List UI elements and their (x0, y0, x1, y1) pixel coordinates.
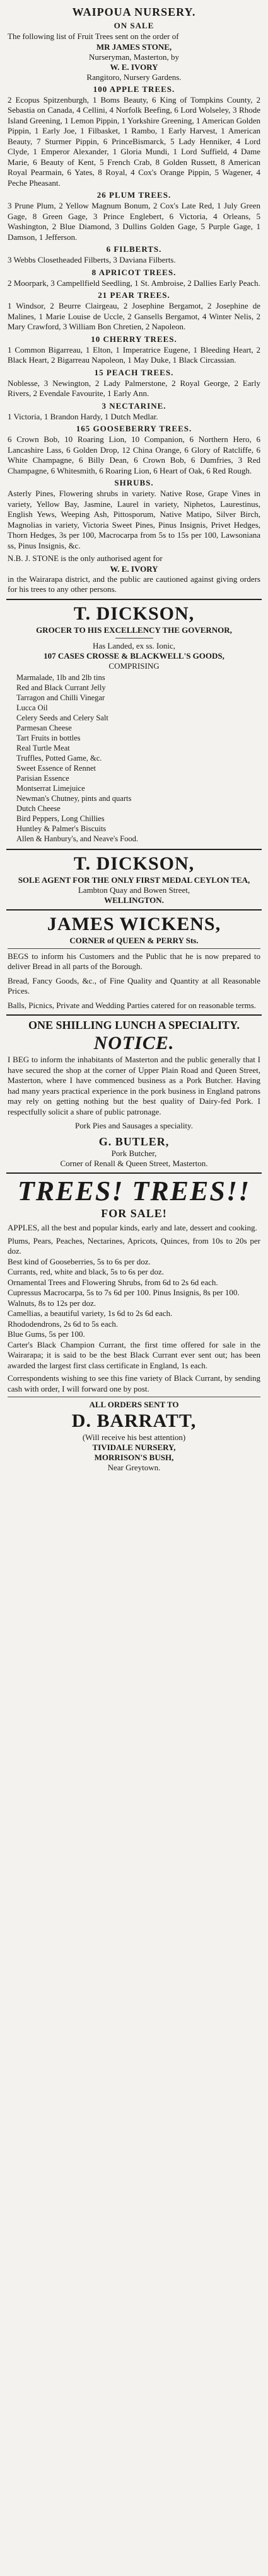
list-item: Lucca Oil (16, 703, 48, 712)
list-item: Parmesan Cheese (16, 723, 72, 732)
list-item: Truffles, Potted Game, &c. (16, 753, 102, 763)
ad-intro: APPLES, all the best and popular kinds, early and late, dessert and cooking. (8, 1223, 257, 1232)
list-item: Blue Gums, 5s per 100. (8, 1329, 85, 1339)
nectarine-list: 1 Victoria, 1 Brandon Hardy, 1 Dutch Medlar. (8, 411, 158, 421)
ad-body-goods: Bread, Fancy Goods, &c., of Fine Quality and Quantity at all Reasonable Prices. (8, 975, 260, 996)
shrubs-heading: SHRUBS. (114, 478, 154, 487)
pear-list: 1 Windsor, 2 Beurre Clairgeau, 2 Josephine Bergamot, 2 Josephine de Malines, 1 Marie Louise de Uccle, 2 Gansells Bergamot, 4 Winter Nelis, 2 Mary Crawford, 3 William Bon Chretien, 2 Napoleon. (8, 301, 260, 331)
gooseberry-heading: 165 GOOSEBERRY TREES. (76, 424, 192, 433)
apples-heading: 100 APPLE TREES. (93, 84, 175, 94)
agent-note: N.B. J. STONE is the only authorised agent for (8, 553, 163, 563)
list-item: Tarragon and Chilli Vinegar (16, 693, 105, 702)
nursery-near: Near Greytown. (107, 1463, 161, 1472)
wickens-baker-ad (6, 911, 262, 1016)
owner-name: MR JAMES STONE, (96, 42, 172, 52)
nursery-place: MORRISON'S BUSH, (94, 1453, 174, 1462)
list-item: Real Turtle Meat (16, 743, 70, 752)
shrubs-list: Asterly Pines, Flowering shrubs in variety. Native Rose, Grape Vines in variety, Yellow Bay, Jasmine, Laurel in variety, Niphetos, Laurestinus, English Yews, Weeping Ash, Pittosporum, Native Matipo, Silver Birch, Magnolias in variety, Victoria Sweet Pines, Pinus Insignis, Privet Hedges, Thorn Hedges, 3s per 100, Macrocarpa from 5s to 15s per 100, Lawsoniana ss, Pinus Insignis, &c. (8, 489, 260, 550)
newspaper-column (6, 0, 262, 1479)
filberts-heading: 6 FILBERTS. (106, 244, 162, 254)
district-caution: in the Wairarapa district, and the public are cautioned against giving orders for his trees to any other persons. (8, 574, 260, 594)
butler-pork-ad (6, 1016, 262, 1174)
list-item: Camellias, a beautiful variety, 1s 6d to 2s 6d each. (8, 1308, 173, 1318)
plums-heading: 26 PLUM TREES. (96, 190, 172, 200)
signature: G. BUTLER, (98, 1135, 170, 1148)
price-list (8, 1236, 260, 1371)
list-item: Montserrat Limejuice (16, 783, 85, 793)
ad-subtitle: GROCER TO HIS EXCELLENCY THE GOVERNOR, (36, 625, 232, 635)
agent-location: Rangitoro, Nursery Gardens. (86, 72, 182, 82)
ad-title: TREES! TREES!! (17, 1176, 251, 1206)
for-sale-label: FOR SALE! (101, 1207, 167, 1220)
apricot-heading: 8 APRICOT TREES. (91, 267, 177, 277)
list-item: Currants, red, white and black, 5s to 6s per doz. (8, 1267, 165, 1276)
divider (8, 948, 260, 949)
cherry-list: 1 Common Bigarreau, 1 Elton, 1 Imperatrice Eugene, 1 Bleeding Heart, 2 Black Heart, 2 Bigarreau Napoleon, 1 May Duke, 1 Black Circassian. (8, 344, 260, 365)
list-item: Best kind of Gooseberries, 5s to 6s per doz. (8, 1256, 151, 1266)
city: WELLINGTON. (104, 895, 164, 905)
list-item: Parisian Essence (16, 773, 69, 783)
ad-title: T. DICKSON, (73, 603, 195, 624)
ad-body: I BEG to inform the inhabitants of Masterton and the public generally that I have secured the shop at the corner of Upper Plain Road and Queen Street, Masterton, where I have commenced business as a Pork Butcher. Having had many years practical experience in the pork business in England patrons may rely on getting nothing but the best quality of Dairy-fed Pork. I respectfully solicit a share of public patronage. (8, 1055, 260, 1116)
cherry-heading: 10 CHERRY TREES. (91, 334, 177, 344)
orders-line: ALL ORDERS SENT TO (89, 1400, 179, 1409)
intro-text: The following list of Fruit Trees sent on the order of (8, 31, 179, 41)
apricot-list: 2 Moorpark, 3 Campellfield Seedling, 1 St. Ambroise, 2 Dallies Early Peach. (8, 278, 260, 288)
plums-list: 3 Prune Plum, 2 Yellow Magnum Bonum, 2 Cox's Late Red, 1 July Green Gage, 8 Green Gage, 3 Prince Englebert, 6 Victoria, 4 Orleans, 5 Washington, 2 Blue Diamond, 3 Dullins Golden Gage, 5 Purple Gage, 1 Damson, 1 Jefferson. (8, 201, 260, 242)
owner-role: Nurseryman, Masterton, by (89, 52, 179, 62)
list-item: Tart Fruits in bottles (16, 733, 81, 742)
list-item: Plums, Pears, Peaches, Nectarines, Apricots, Quinces, from 10s to 20s per doz. (8, 1235, 260, 1256)
list-item: Red and Black Currant Jelly (16, 683, 106, 692)
filberts-list: 3 Webbs Closetheaded Filberts, 3 Daviana Filberts. (8, 255, 176, 264)
list-item: Dutch Cheese (16, 803, 61, 813)
list-item: Sweet Essence of Rennet (16, 763, 96, 773)
peach-list: Noblesse, 3 Newington, 2 Lady Palmerstone, 2 Royal George, 2 Early Rivers, 2 Evendale Favourite, 1 Early Ann. (8, 378, 260, 398)
list-item: Ornamental Trees and Flowering Shrubs, from 6d to 2s 6d each. (8, 1277, 218, 1287)
peach-heading: 15 PEACH TREES. (94, 367, 174, 377)
ad-title: T. DICKSON, (73, 853, 195, 874)
landed-line: Has Landed, ex ss. Ionic, (92, 640, 176, 650)
ad-title: JAMES WICKENS, (47, 913, 221, 934)
list-item: Carter's Black Champion Currant, the first time offered for sale in the Wairarapa; it is said to be the best Black Currant ever sent out; has been awarded the largest first class certificate in England, 1s each. (8, 1339, 260, 1370)
notice-heading: NOTICE. (93, 1033, 175, 1053)
list-item: Allen & Hanbury's, and Neave's Food. (16, 834, 139, 843)
nursery-name: TIVIDALE NURSERY, (92, 1443, 176, 1452)
ad-subtitle: SOLE AGENT FOR THE ONLY FIRST MEDAL CEYLON TEA, (18, 875, 250, 885)
lunch-heading: ONE SHILLING LUNCH A SPECIALITY. (28, 1019, 240, 1031)
agent-name: W. E. IVORY (110, 62, 158, 72)
ad-body-catering: Balls, Picnics, Private and Wedding Parties catered for on reasonable terms. (8, 1000, 257, 1010)
waipoua-nursery-ad (6, 3, 262, 600)
barratt-trees-ad (6, 1174, 262, 1477)
list-item: Walnuts, 8s to 12s per doz. (8, 1298, 96, 1308)
pear-heading: 21 PEAR TREES. (98, 290, 170, 300)
on-sale-label: ON SALE (114, 21, 154, 30)
signature-role: Pork Butcher, (111, 1149, 157, 1158)
goods-heading: 107 CASES CROSSE & BLACKWELL'S GOODS, (44, 650, 224, 661)
list-item: Rhododendrons, 2s 6d to 5s each. (8, 1319, 119, 1329)
list-item: Marmalade, 1lb and 2lb tins (16, 672, 105, 682)
speciality-line: Pork Pies and Sausages a speciality. (75, 1121, 193, 1130)
address: Corner of Renall & Queen Street, Masterton. (60, 1159, 208, 1168)
barratt-name: D. BARRATT, (71, 1410, 197, 1431)
agent-signature: W. E. IVORY (110, 564, 158, 574)
dickson-grocer-ad (6, 600, 262, 850)
gooseberry-list: 6 Crown Bob, 10 Roaring Lion, 10 Companion, 6 Northern Hero, 6 Lancashire Lass, 6 Golden Drop, 12 China Orange, 6 Glory of Ratcliffe, 6 White Champagne, 6 Billy Dean, 6 Crown Bob, 6 Dumfries, 3 Red Champagne, 6 Whitesmith, 6 Roaring Lion, 6 Heart of Oak, 6 Red Rough. (8, 434, 260, 475)
list-item: Celery Seeds and Celery Salt (16, 713, 108, 722)
dickson-tea-ad (6, 850, 262, 911)
list-item: Huntley & Palmer's Biscuits (16, 824, 107, 833)
list-item: Bird Peppers, Long Chillies (16, 814, 105, 823)
ad-subtitle: CORNER of QUEEN & PERRY Sts. (69, 935, 199, 945)
apples-list: 2 Ecopus Spitzenburgh, 1 Boms Beauty, 6 King of Tompkins County, 2 Sebastia on Canada, 4 Cellini, 4 Norfolk Beefing, 6 Lord Wolseley, 3 Rhode Island Greening, 1 Lemon Pippin, 1 Yorkshire Greening, 1 American Golden Pippin, 1 Early Joe, 1 Filbasket, 1 Rambo, 1 Early Harvest, 1 American Beauty, 7 Sturmer Pippin, 6 PrinceBismarck, 5 Lady Henniker, 4 Lord Clyde, 1 Emperor Alexander, 1 Gloria Mundi, 1 Lord Suffield, 4 Dame Marie, 6 Beauty of Kent, 5 French Crab, 8 Golden Russett, 8 American Royal Pearmain, 6 Yates, 8 Royal, 4 Cox's Orange Pippin, 5 Wagener, 4 Peche Pheasant. (8, 94, 260, 188)
list-item: Newman's Chutney, pints and quarts (16, 793, 132, 803)
address: Lambton Quay and Bowen Street, (78, 885, 190, 895)
list-item: Cupressus Macrocarpa, 5s to 7s 6d per 100. Pinus Insignis, 8s per 100. (8, 1288, 240, 1297)
correspondence-note: Correspondents wishing to see this fine variety of Black Currant, by sending cash with order, I will forward one by post. (8, 1373, 260, 1393)
nectarine-heading: 3 NECTARINE. (102, 400, 166, 411)
goods-list (8, 671, 260, 845)
ad-body: BEGS to inform his Customers and the Public that he is now prepared to deliver Bread in all parts of the Borough. (8, 951, 260, 971)
ad-title: WAIPOUA NURSERY. (72, 6, 196, 18)
comprising-label: COMPRISING (108, 661, 160, 671)
attention-line: (Will receive his best attention) (82, 1433, 186, 1442)
